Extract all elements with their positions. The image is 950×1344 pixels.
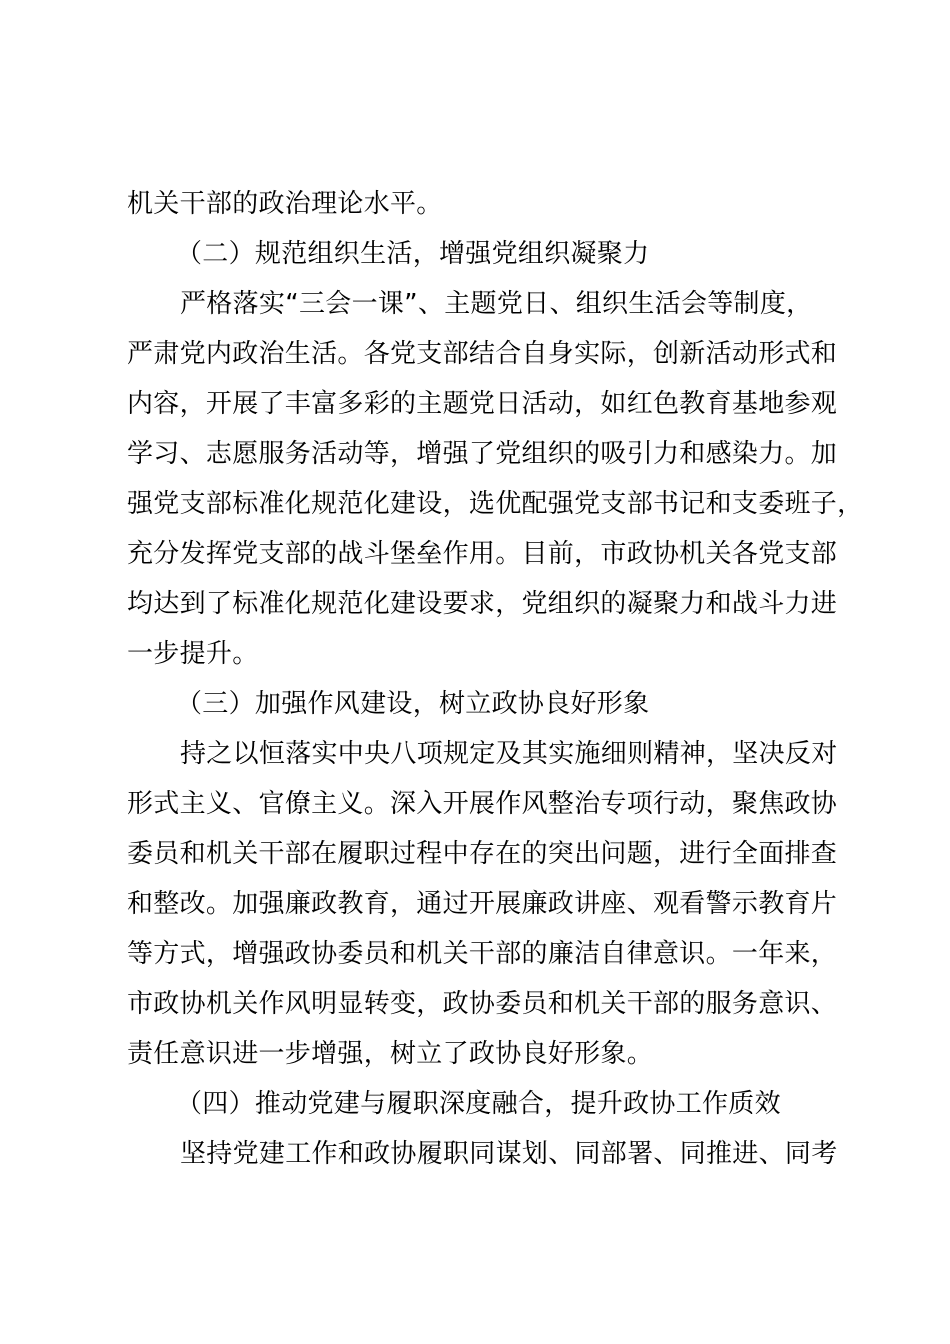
- paragraph-first-line: 严格落实“三会一课”、主题党日、组织生活会等制度，: [180, 289, 813, 319]
- body-text-line: 一步提升。: [127, 639, 259, 669]
- body-text-line: 充分发挥党支部的战斗堡垒作用。目前，市政协机关各党支部: [127, 539, 838, 569]
- paragraph-first-line: 坚持党建工作和政协履职同谋划、同部署、同推进、同考: [180, 1139, 838, 1169]
- body-text-line: 均达到了标准化规范化建设要求，党组织的凝聚力和战斗力进: [127, 589, 838, 619]
- body-text-line: 强党支部标准化规范化建设，选优配强党支部书记和支委班子，: [127, 489, 864, 519]
- body-text-line: 委员和机关干部在履职过程中存在的突出问题，进行全面排查: [127, 839, 838, 869]
- body-text-line: 责任意识进一步增强，树立了政协良好形象。: [127, 1039, 654, 1069]
- body-text-line: 市政协机关作风明显转变，政协委员和机关干部的服务意识、: [127, 989, 838, 1019]
- body-text-line: 严肃党内政治生活。各党支部结合自身实际，创新活动形式和: [127, 339, 838, 369]
- body-text-line: 等方式，增强政协委员和机关干部的廉洁自律意识。一年来，: [127, 939, 838, 969]
- section-heading-2: （二）规范组织生活，增强党组织凝聚力: [176, 239, 650, 269]
- body-text-line: 内容，开展了丰富多彩的主题党日活动，如红色教育基地参观: [127, 389, 838, 419]
- section-heading-3: （三）加强作风建设，树立政协良好形象: [176, 689, 650, 719]
- paragraph-first-line: 持之以恒落实中央八项规定及其实施细则精神，坚决反对: [180, 739, 838, 769]
- body-text-line: 和整改。加强廉政教育，通过开展廉政讲座、观看警示教育片: [127, 889, 838, 919]
- body-text-line: 机关干部的政治理论水平。: [127, 189, 443, 219]
- section-heading-4: （四）推动党建与履职深度融合，提升政协工作质效: [176, 1089, 781, 1119]
- body-text-line: 学习、志愿服务活动等，增强了党组织的吸引力和感染力。加: [127, 439, 838, 469]
- body-text-line: 形式主义、官僚主义。深入开展作风整治专项行动，聚焦政协: [127, 789, 838, 819]
